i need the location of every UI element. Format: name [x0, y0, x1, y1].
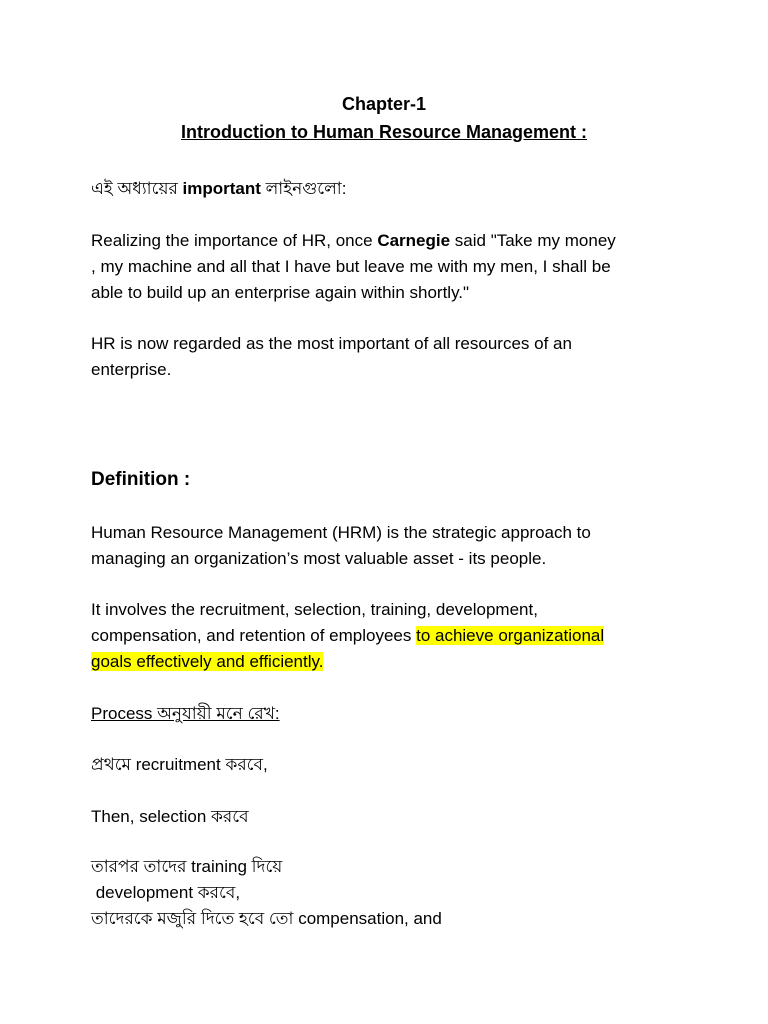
definition-p1-line-1: Human Resource Management (HRM) is the strategic approach to [91, 523, 591, 542]
hr-regard-line-2: enterprise. [91, 360, 172, 379]
definition-p1-line-2: managing an organization’s most valuable asset - its people. [91, 549, 547, 568]
important-lines-bold: important [182, 179, 261, 198]
definition-heading: Definition : [91, 469, 191, 490]
important-lines-suffix: লাইনগুলো: [260, 179, 347, 198]
carnegie-line-2: , my machine and all that I have but leave me with my men, I shall be [91, 257, 611, 276]
process-step-2: Then, selection করবে [91, 807, 249, 826]
chapter-title: Introduction to Human Resource Management : [180, 122, 588, 142]
important-lines-prefix: এই অধ্যায়ের [91, 179, 183, 198]
definition-p2-line-3 [91, 649, 691, 675]
hr-regard-line-1: HR is now regarded as the most important of all resources of an [91, 334, 572, 353]
process-step-3-line-1: তারপর তাদের training দিয়ে [91, 857, 283, 876]
hr-regard-paragraph [91, 331, 691, 383]
process-step-3-line-2: development করবে, [91, 883, 241, 902]
carnegie-name: Carnegie [377, 231, 451, 250]
process-heading: Process অনুযায়ী মনে রেখ: [91, 704, 280, 723]
definition-paragraph-1 [91, 520, 691, 572]
process-step-1: প্রথমে recruitment করবে, [91, 755, 268, 774]
carnegie-line-1 [91, 228, 691, 254]
definition-paragraph-2 [91, 597, 691, 675]
carnegie-quote-paragraph [91, 228, 691, 306]
definition-p2-line-2-pre: compensation, and retention of employees [91, 626, 417, 645]
carnegie-line-1-post: said "Take my money [450, 231, 616, 250]
definition-p2-line-1: It involves the recruitment, selection, training, development, [91, 600, 538, 619]
chapter-label: Chapter-1 [341, 94, 426, 114]
highlighted-text: goals effectively and efficiently. [91, 652, 324, 671]
carnegie-line-3: able to build up an enterprise again within shortly." [91, 283, 470, 302]
definition-p2-line-2 [91, 623, 691, 649]
carnegie-line-1-pre: Realizing the importance of HR, once [91, 231, 378, 250]
highlighted-text: to achieve organizational [416, 626, 605, 645]
process-step-4: তাদেরকে মজুরি দিতে হবে তো compensation, and [91, 909, 442, 928]
important-lines-heading [91, 176, 691, 202]
process-step-3 [91, 854, 691, 932]
